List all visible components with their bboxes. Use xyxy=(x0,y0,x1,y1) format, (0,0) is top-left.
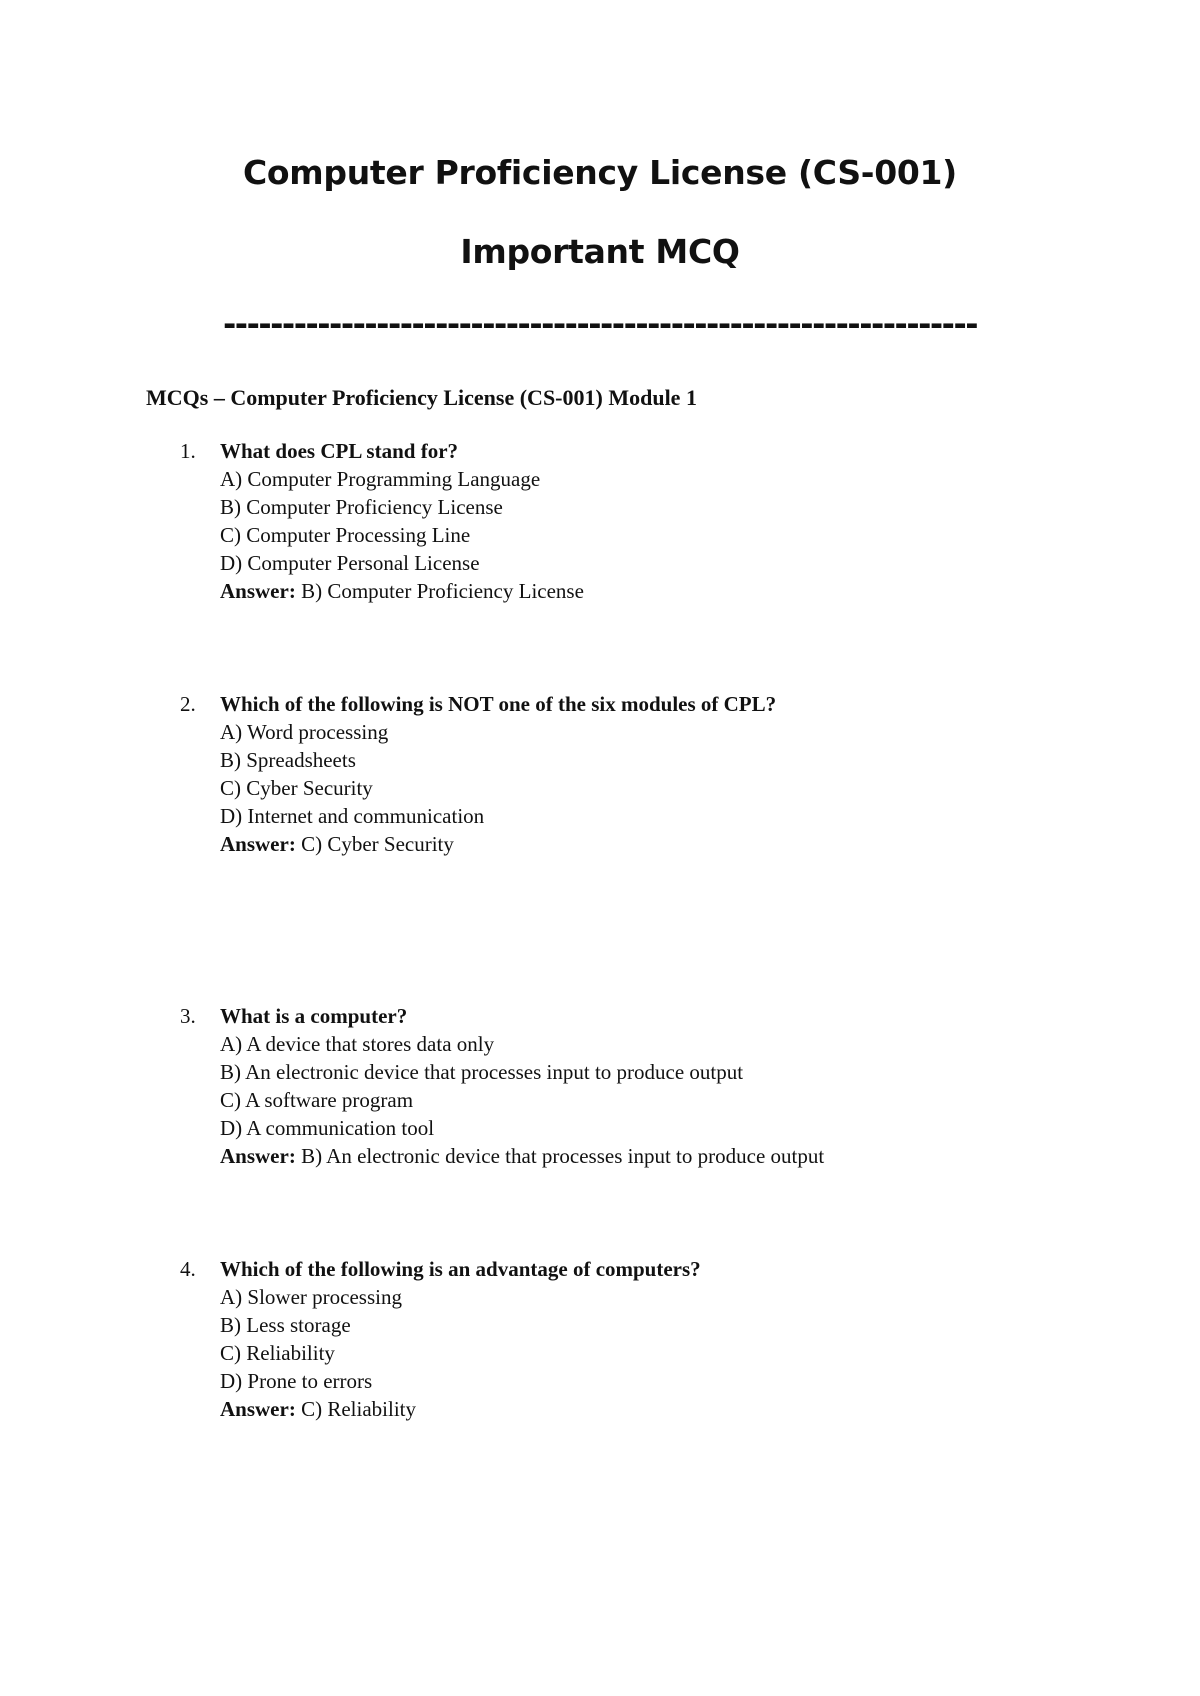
question-item xyxy=(180,437,1160,605)
option-b: B) Less storage xyxy=(220,1313,351,1337)
document-title: Computer Proficiency License (CS-001) xyxy=(243,153,957,192)
option-c: C) Cyber Security xyxy=(220,776,373,800)
option-d: D) Computer Personal License xyxy=(220,551,480,575)
document-subtitle: Important MCQ xyxy=(460,232,740,271)
question-item xyxy=(180,690,1160,858)
question-number: 1. xyxy=(180,439,196,463)
option-a: A) A device that stores data only xyxy=(220,1032,495,1056)
option-c: C) Reliability xyxy=(220,1341,335,1365)
answer-line xyxy=(180,577,1160,605)
option-d: D) Internet and communication xyxy=(220,804,485,828)
question-row xyxy=(180,690,1160,718)
question-number: 3. xyxy=(180,1004,196,1028)
answer-label: Answer: xyxy=(220,832,296,856)
option-a: A) Word processing xyxy=(220,720,389,744)
option-c: C) Computer Processing Line xyxy=(220,523,471,547)
question-number: 4. xyxy=(180,1257,196,1281)
answer-line xyxy=(180,1395,1160,1423)
option-b: B) Computer Proficiency License xyxy=(220,495,503,519)
question-item xyxy=(180,1002,1160,1170)
question-row xyxy=(180,1255,1160,1283)
option-a: A) Slower processing xyxy=(220,1285,402,1309)
option-d: D) A communication tool xyxy=(220,1116,435,1140)
answer-label: Answer: xyxy=(220,1397,296,1421)
answer-line xyxy=(180,830,1160,858)
question-text: What is a computer? xyxy=(220,1004,408,1028)
answer-text: B) Computer Proficiency License xyxy=(295,579,584,603)
section-heading: MCQs – Computer Proficiency License (CS-001) Module 1 xyxy=(146,385,697,410)
answer-line xyxy=(180,1142,1160,1170)
option-d: D) Prone to errors xyxy=(220,1369,373,1393)
answer-text: C) Cyber Security xyxy=(295,832,454,856)
option-b: B) An electronic device that processes input to produce output xyxy=(220,1060,744,1084)
option-b: B) Spreadsheets xyxy=(220,748,356,772)
question-row xyxy=(180,437,1160,465)
dashed-divider: ---------------------------------------------------------------- xyxy=(223,305,977,343)
question-text: Which of the following is NOT one of the six modules of CPL? xyxy=(220,692,777,716)
answer-text: B) An electronic device that processes input to produce output xyxy=(295,1144,825,1168)
answer-label: Answer: xyxy=(220,579,296,603)
option-c: C) A software program xyxy=(220,1088,414,1112)
question-item xyxy=(180,1255,1160,1423)
answer-text: C) Reliability xyxy=(295,1397,416,1421)
question-text: What does CPL stand for? xyxy=(220,439,459,463)
answer-label: Answer: xyxy=(220,1144,296,1168)
option-a: A) Computer Programming Language xyxy=(220,467,541,491)
question-text: Which of the following is an advantage of computers? xyxy=(220,1257,701,1281)
question-row xyxy=(180,1002,1160,1030)
question-number: 2. xyxy=(180,692,196,716)
